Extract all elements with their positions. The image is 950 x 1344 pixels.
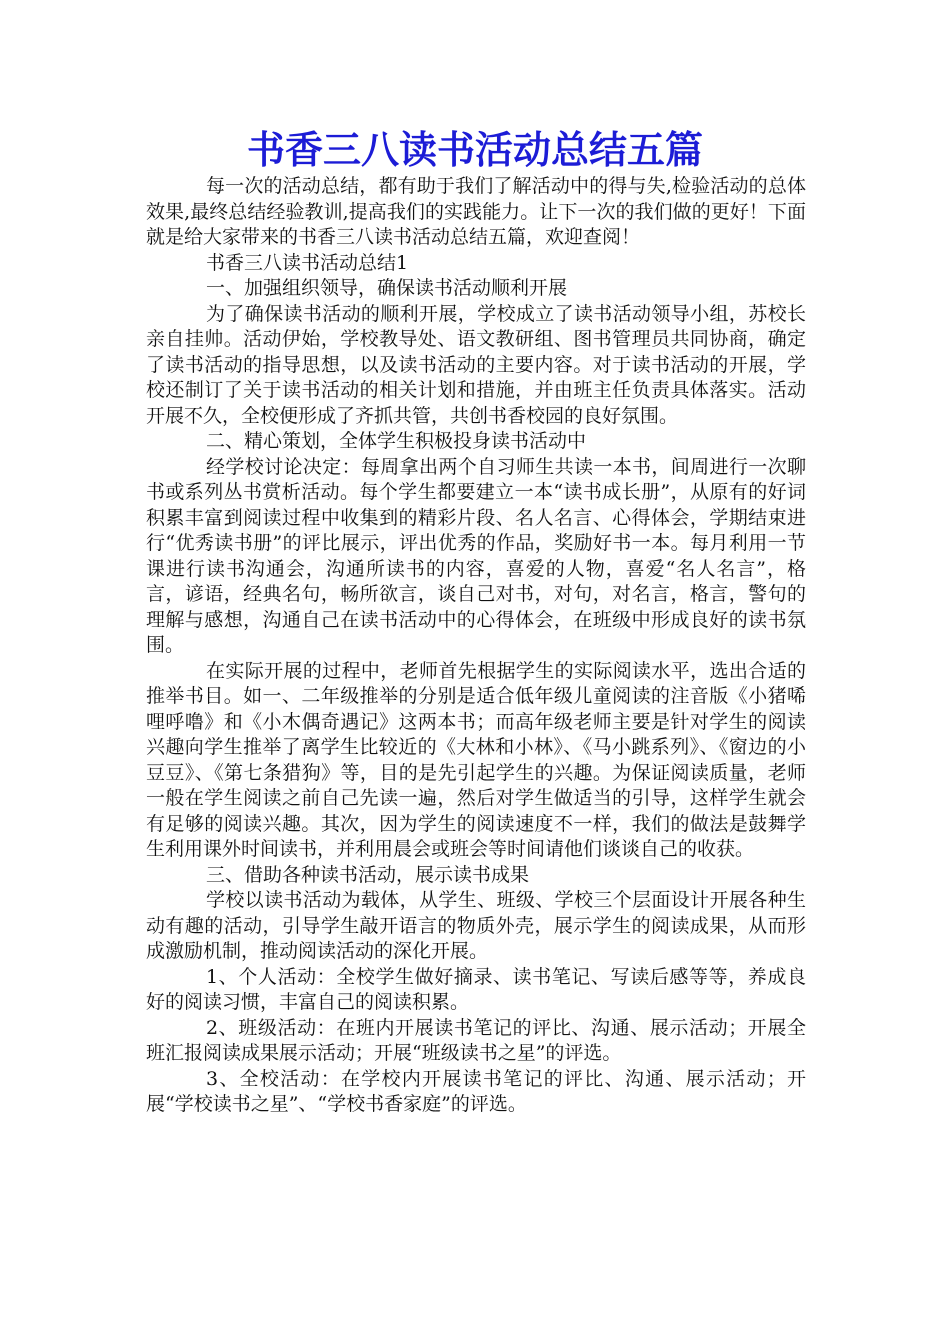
section-heading: 书香三八读书活动总结1: [206, 251, 409, 274]
list-item: 3、全校活动：在学校内开展读书笔记的评比、沟通、展示活动；开展“学校读书之星”、“学校书香家庭”的评选。: [146, 1067, 806, 1115]
body-paragraph: 在实际开展的过程中，老师首先根据学生的实际阅读水平，选出合适的推举书目。如一、二年级推举的分别是适合低年级儿童阅读的注音版《小猪唏哩呼噜》和《小木偶奇遇记》这两本书；而高年级老师主要是针对学生的阅读兴趣向学生推举了离学生比较近的《大林和小林》、《马小跳系列》、《窗边的小豆豆》、《第七条猎狗》等，目的是先引起学生的兴趣。为保证阅读质量，老师一般在学生阅读之前自己先读一遍，然后对学生做适当的引导，这样学生就会有足够的阅读兴趣。其次，因为学生的阅读速度不一样，我们的做法是鼓舞学生利用课外时间读书，并利用晨会或班会等时间请他们谈谈自己的收获。: [146, 659, 806, 860]
body-paragraph: 为了确保读书活动的顺利开展，学校成立了读书活动领导小组，苏校长亲自挂帅。活动伊始，学校教导处、语文教研组、图书管理员共同协商，确定了读书活动的指导思想，以及读书活动的主要内容。对于读书活动的开展，学校还制订了关于读书活动的相关计划和措施，并由班主任负责具体落实。活动开展不久，全校便形成了齐抓共管，共创书香校园的良好氛围。: [146, 302, 806, 427]
intro-paragraph: 每一次的活动总结，都有助于我们了解活动中的得与失,检验活动的总体效果,最终总结经验教训,提高我们的实践能力。让下一次的我们做的更好！下面就是给大家带来的书香三八读书活动总结五篇，欢迎查阅！: [146, 175, 806, 248]
document-body: [146, 174, 806, 1118]
list-item: 2、班级活动：在班内开展读书笔记的评比、沟通、展示活动；开展全班汇报阅读成果展示活动；开展“班级读书之星”的评选。: [146, 1016, 806, 1064]
subsection-heading: 一、加强组织领导，确保读书活动顺利开展: [206, 277, 568, 299]
body-paragraph: 学校以读书活动为载体，从学生、班级、学校三个层面设计开展各种生动有趣的活动，引导学生敲开语言的物质外壳，展示学生的阅读成果，从而形成激励机制，推动阅读活动的深化开展。: [146, 889, 806, 962]
list-item: 1、个人活动：全校学生做好摘录、读书笔记、写读后感等等，养成良好的阅读习惯，丰富自己的阅读积累。: [146, 965, 806, 1013]
subsection-heading: 三、借助各种读书活动，展示读书成果: [206, 863, 530, 886]
subsection-heading: 二、精心策划，全体学生积极投身读书活动中: [206, 430, 587, 452]
document-title: 书香三八读书活动总结五篇: [246, 127, 703, 172]
body-paragraph: 经学校讨论决定：每周拿出两个自习师生共读一本书，间周进行一次聊书或系列丛书赏析活动。每个学生都要建立一本“读书成长册”，从原有的好词积累丰富到阅读过程中收集到的精彩片段、名人名言、心得体会，学期结束进行“优秀读书册”的评比展示，评出优秀的作品，奖励好书一本。每月利用一节课进行读书沟通会，沟通所读书的内容，喜爱的人物，喜爱“名人名言”，格言，谚语，经典名句，畅所欲言，谈自己对书，对句，对名言，格言，警句的理解与感想，沟通自己在读书活动中的心得体会，在班级中形成良好的读书氛围。: [146, 455, 806, 656]
